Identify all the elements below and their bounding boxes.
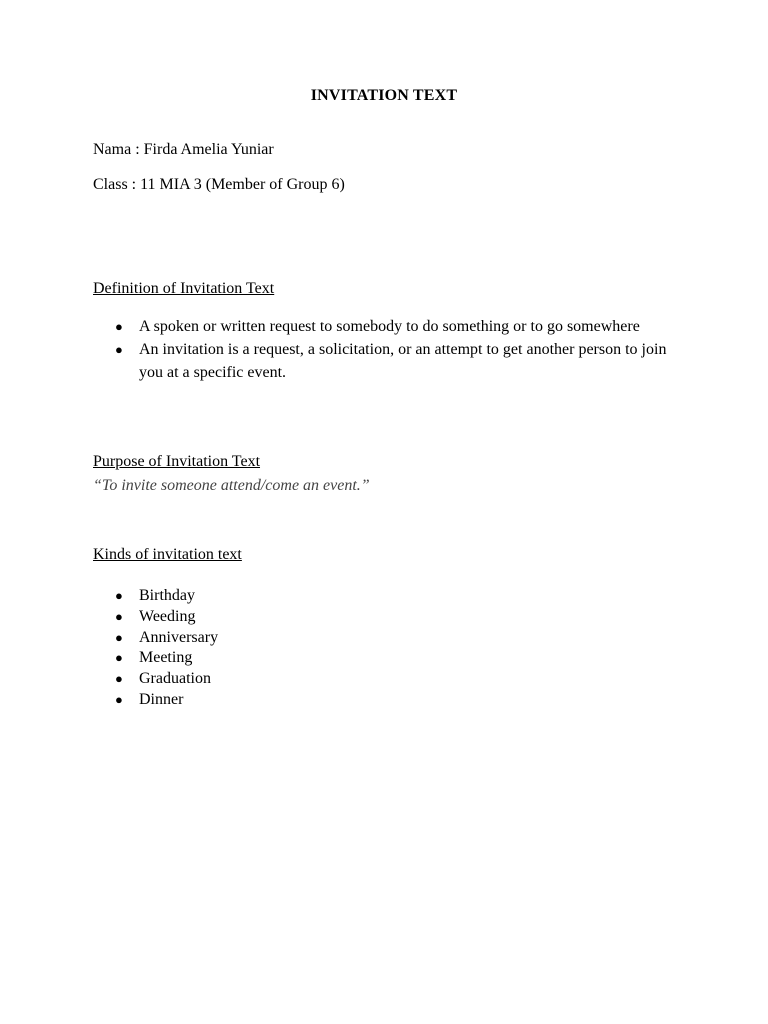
kind-item-birthday: Birthday [139,587,195,604]
kind-item-anniversary: Anniversary [139,628,219,646]
class-line: Class : 11 MIA 3 (Member of Group 6) [93,176,345,193]
bullet-icon: ● [115,629,123,645]
list-item [93,648,218,669]
document-title: INVITATION TEXT [310,87,458,104]
bullet-icon: ● [115,342,123,357]
list-item [93,315,679,338]
kind-item-weeding: Weeding [139,607,196,625]
list-item [93,586,218,607]
list-item [93,628,218,649]
bullet-icon: ● [115,608,123,624]
bullet-icon: ● [115,650,123,666]
definition-heading: Definition of Invitation Text [93,280,275,297]
bullet-icon: ● [115,691,123,707]
bullet-icon: ● [115,319,123,334]
bullet-icon: ● [115,588,123,603]
definition-item-2: An invitation is a request, a solicitation, or an attempt to get another person to join you at a specific event. [139,341,667,381]
definition-list [93,315,679,384]
definition-item-1: A spoken or written request to somebody to do something or to go somewhere [139,318,640,335]
purpose-heading: Purpose of Invitation Text [93,453,261,470]
purpose-quote: “To invite someone attend/come an event.” [93,477,370,494]
kind-item-meeting: Meeting [139,649,193,667]
list-item [93,669,218,690]
bullet-icon: ● [115,671,123,687]
kind-item-graduation: Graduation [139,670,211,688]
list-item [93,607,218,628]
kind-item-dinner: Dinner [139,690,184,708]
list-item [93,338,679,384]
kinds-heading: Kinds of invitation text [93,546,242,563]
list-item [93,690,218,711]
name-line: Nama : Firda Amelia Yuniar [93,141,274,158]
kinds-list [93,586,218,711]
